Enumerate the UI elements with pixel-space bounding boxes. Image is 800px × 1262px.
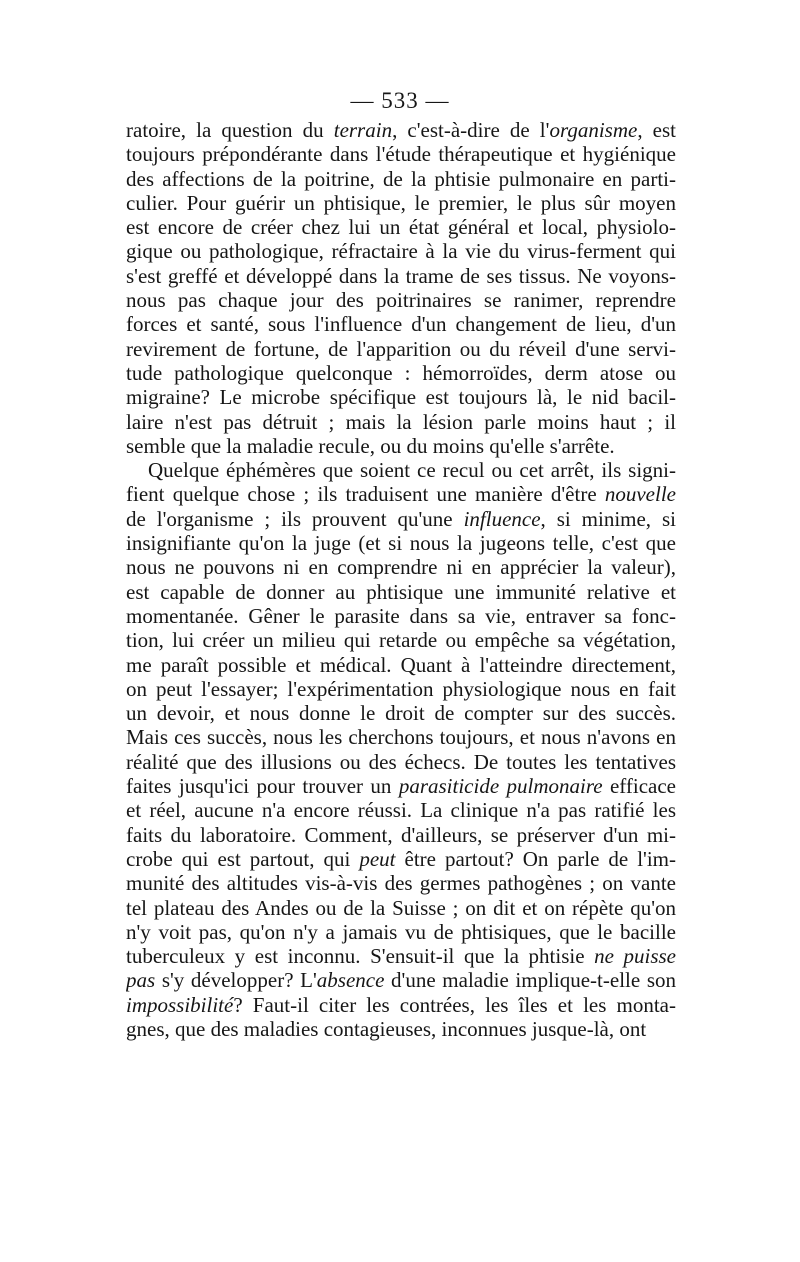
text-line xyxy=(126,167,676,191)
text-line xyxy=(126,847,676,871)
text-run: revirement de fortune, de l'apparition ou du réveil d'une servi- xyxy=(126,336,676,361)
text-run: d'une maladie implique-t-elle son xyxy=(384,968,676,993)
text-line xyxy=(126,142,676,166)
text-run: tel plateau des Andes ou de la Suisse ; on dit et on répète qu'on xyxy=(126,895,676,920)
italic-text-run: pas xyxy=(126,968,156,993)
text-run: ? Faut-il citer les contrées, les îles et les monta- xyxy=(233,992,676,1017)
text-line xyxy=(126,968,676,992)
text-run: Mais ces succès, nous les cherchons toujours, et nous n'avons en xyxy=(126,725,676,750)
text-line xyxy=(126,410,676,434)
text-run: munité des altitudes vis-à-vis des germes pathogènes ; on vante xyxy=(126,871,676,896)
italic-text-run: nouvelle xyxy=(604,482,676,507)
text-run: est encore de créer chez lui un état général et local, physiolo- xyxy=(126,215,676,240)
text-line xyxy=(126,628,676,652)
text-run: insignifiante qu'on la juge (et si nous la jugeons telle, c'est que xyxy=(126,531,676,556)
text-run: Quelque éphémères que soient ce recul ou cet arrêt, ils signi- xyxy=(148,458,676,483)
body-text xyxy=(126,118,676,1041)
text-run: tion, lui créer un milieu qui retarde ou empêche sa végétation, xyxy=(126,628,676,653)
text-line xyxy=(126,823,676,847)
text-line xyxy=(126,750,676,774)
text-run: faits du laboratoire. Comment, d'ailleurs, se préserver d'un mi- xyxy=(126,822,676,847)
text-line xyxy=(126,434,676,458)
text-line xyxy=(126,531,676,555)
text-line xyxy=(126,239,676,263)
text-line xyxy=(126,191,676,215)
text-line xyxy=(126,1017,676,1041)
text-line xyxy=(126,361,676,385)
text-line xyxy=(126,555,676,579)
text-run: me paraît possible et médical. Quant à l'atteindre directement, xyxy=(126,652,676,677)
text-run: des affections de la poitrine, de la phtisie pulmonaire en parti- xyxy=(126,166,676,191)
text-line xyxy=(126,993,676,1017)
text-run: momentanée. Gêner le parasite dans sa vie, entraver sa fonc- xyxy=(126,603,676,628)
text-run: n'y voit pas, qu'on n'y a jamais vu de phtisiques, que le bacille xyxy=(126,919,676,944)
italic-text-run: influence xyxy=(463,506,541,531)
text-line xyxy=(126,458,676,482)
text-line xyxy=(126,701,676,725)
text-run: efficace xyxy=(602,774,676,799)
italic-text-run: parasiticide pulmonaire xyxy=(398,774,603,799)
text-run: fient quelque chose ; ils traduisent une manière d'être xyxy=(126,482,605,507)
text-line xyxy=(126,653,676,677)
text-run: semble que la maladie recule, ou du moins qu'elle s'arrête. xyxy=(126,433,615,458)
text-run: tuberculeux y est inconnu. S'ensuit-il que la phtisie xyxy=(126,944,595,969)
text-run: , si minime, si xyxy=(540,506,676,531)
italic-text-run: organisme xyxy=(549,118,638,142)
text-run: toujours prépondérante dans l'étude thérapeutique et hygiénique xyxy=(126,142,676,167)
text-run: nous pas chaque jour des poitrinaires se ranimer, reprendre xyxy=(126,288,676,313)
text-line xyxy=(126,482,676,506)
text-run: laire n'est pas détruit ; mais la lésion parle moins haut ; il xyxy=(126,409,676,434)
text-line xyxy=(126,774,676,798)
text-line xyxy=(126,944,676,968)
text-line xyxy=(126,798,676,822)
text-run: être partout? On parle de l'im- xyxy=(395,846,676,871)
text-line xyxy=(126,337,676,361)
italic-text-run: terrain xyxy=(333,118,393,142)
text-run: gnes, que des maladies contagieuses, inconnues jusque-là, ont xyxy=(126,1016,647,1041)
italic-text-run: impossibilité xyxy=(126,992,234,1017)
text-run: tude pathologique quelconque : hémorroïdes, derm atose ou xyxy=(126,360,676,385)
text-run: , c'est-à-dire de l' xyxy=(392,118,550,142)
text-line xyxy=(126,920,676,944)
italic-text-run: ne puisse xyxy=(594,944,676,969)
text-line xyxy=(126,677,676,701)
text-line xyxy=(126,215,676,239)
text-run: forces et santé, sous l'influence d'un changement de lieu, d'un xyxy=(126,312,676,337)
text-line xyxy=(126,604,676,628)
text-run: est capable de donner au phtisique une immunité relative et xyxy=(126,579,676,604)
text-run: réalité que des illusions ou des échecs. De toutes les tentatives xyxy=(126,749,676,774)
text-run: faites jusqu'ici pour trouver un xyxy=(126,774,399,799)
text-run: nous ne pouvons ni en comprendre ni en apprécier la valeur), xyxy=(126,555,676,580)
text-run: migraine? Le microbe spécifique est toujours là, le nid bacil- xyxy=(126,385,676,410)
text-line xyxy=(126,385,676,409)
text-line xyxy=(126,507,676,531)
text-run: crobe qui est partout, qui xyxy=(126,846,360,871)
italic-text-run: absence xyxy=(316,968,385,993)
text-run: gique ou pathologique, réfractaire à la vie du virus-ferment qui xyxy=(126,239,676,264)
text-line xyxy=(126,871,676,895)
text-run: on peut l'essayer; l'expérimentation physiologique nous en fait xyxy=(126,676,676,701)
text-line xyxy=(126,580,676,604)
text-run: un devoir, et nous donne le droit de compter sur des succès. xyxy=(126,701,676,726)
text-line xyxy=(126,725,676,749)
text-line xyxy=(126,288,676,312)
text-line xyxy=(126,312,676,336)
text-run: de l'organisme ; ils prouvent qu'une xyxy=(126,506,464,531)
text-run: s'y développer? L' xyxy=(155,968,317,993)
text-run: culier. Pour guérir un phtisique, le premier, le plus sûr moyen xyxy=(126,190,676,215)
text-run: s'est greffé et développé dans la trame de ses tissus. Ne voyons- xyxy=(126,263,676,288)
text-run: et réel, aucune n'a encore réussi. La clinique n'a pas ratifié les xyxy=(126,798,676,823)
italic-text-run: peut xyxy=(359,846,396,871)
text-run: ratoire, la question du xyxy=(126,118,334,142)
text-line xyxy=(126,118,676,142)
text-run: , est xyxy=(637,118,676,142)
text-line xyxy=(126,264,676,288)
page-number: — 533 — xyxy=(350,88,450,113)
text-line xyxy=(126,896,676,920)
